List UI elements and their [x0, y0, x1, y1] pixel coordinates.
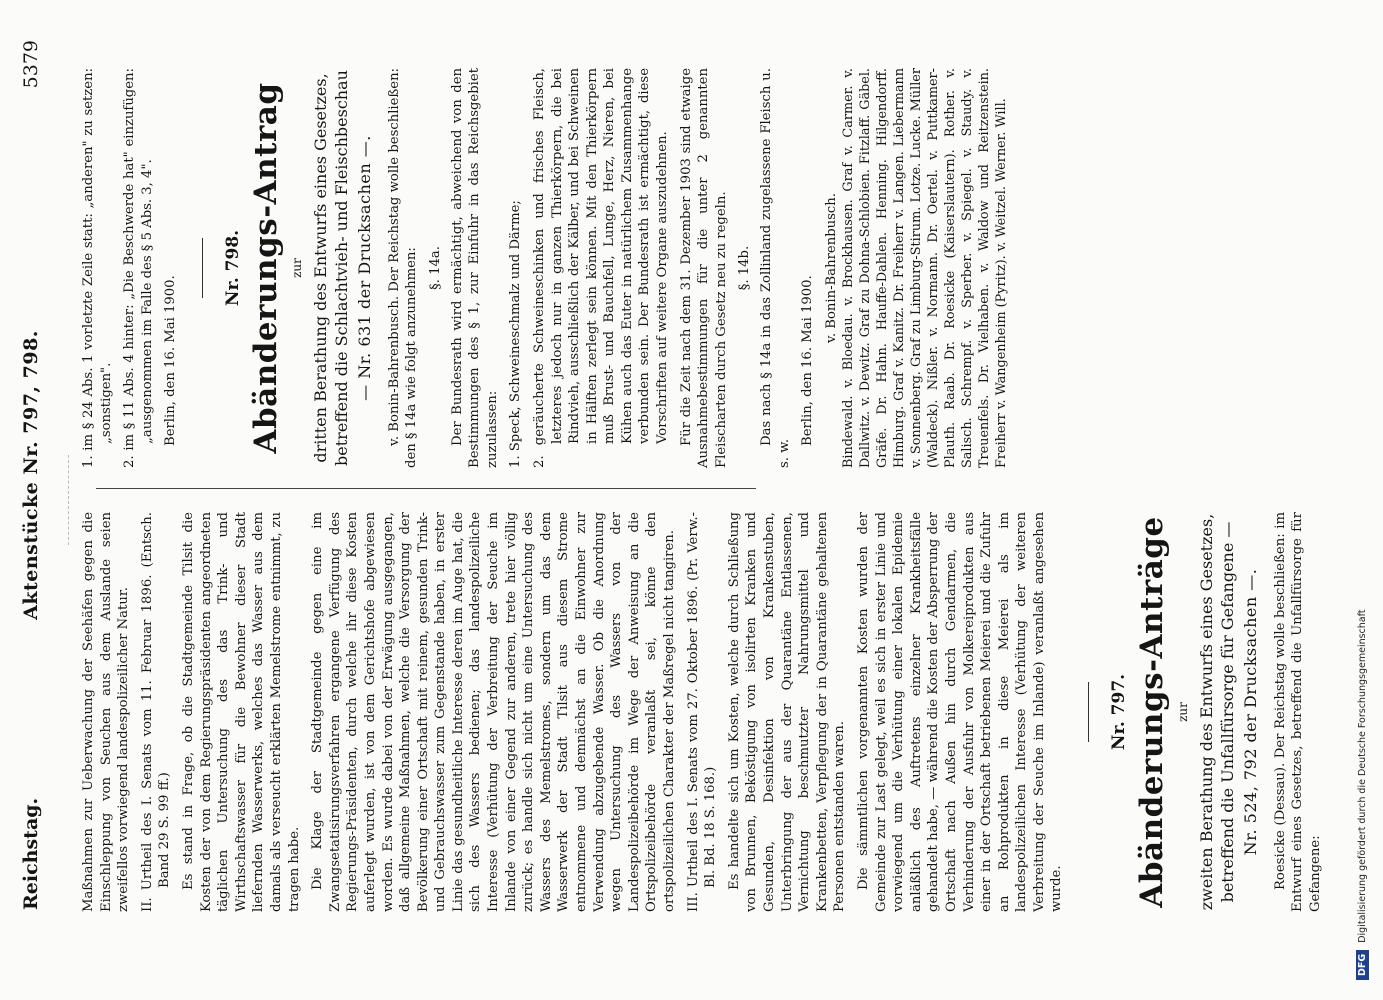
- amendment-item: 2. im § 11 Abs. 4 hinter: „Die Beschwerde hat" einzufügen: „ausgenommen im Falle des § 5 Abs. 3, 4".: [122, 68, 155, 468]
- date-line: Berlin, den 16. Mai 1900.: [800, 275, 816, 446]
- page-number: 5379: [20, 40, 42, 89]
- right-column: [80, 68, 1016, 468]
- header-center: Aktenstücke Nr. 797, 798.: [20, 330, 42, 620]
- motion-title: Abänderungs-Antrag: [247, 82, 284, 454]
- bill-title: zweiten Berathung des Entwurfs eines Gesetzes, betreffend die Unfallfürsorge für Gefangene —: [1197, 513, 1238, 911]
- paragraph: Das nach § 14a in das Zollinland zugelassene Fleisch u. s. w.: [759, 68, 792, 468]
- judgment-heading-2: II. Urtheil des I. Senats vom 11. Februar 1896. (Entsch. Band 29 S. 99 ff.): [139, 512, 173, 912]
- date-line: Berlin, den 16. Mai 1900.: [163, 275, 179, 446]
- section-heading: §. 14b.: [737, 245, 753, 291]
- header-left: Reichstag.: [20, 797, 42, 910]
- zur-label: zur: [289, 258, 304, 278]
- document-number: Nr. 798.: [222, 229, 243, 307]
- motion-text: v. Bonin-Bahrenbusch. Der Reichstag wolle beschließen: den § 14a wie folgt anzunehmen:: [386, 68, 420, 468]
- paragraph: Für die Zeit nach dem 31. Dezember 1903 sind etwaige Ausnahmebestimmungen für die unter 2 genannten Fleischarten durch Gesetz neu zu regeln.: [678, 68, 729, 468]
- drucksachen-ref: Nr. 524, 792 der Drucksachen —.: [1241, 568, 1261, 856]
- list-item: 2. geräucherte Schweineschinken und frisches Fleisch, letzteres jedoch nur in ganzen Thierkörpern, die bei Rindvieh, ausschließlich der Kälber, und bei Schweinen in Hälften zerlegt sein können. Mit den Thierkörpern muß Brust- und Bauchfell, Lunge, Herz, Nieren, bei Kühen auch das Euter in natürlichem Zusammenhange verbunden sein. Der Bundesrath ist ermächtigt, diese Vorschriften auf weitere Organe auszudehnen.: [531, 68, 671, 468]
- paragraph: Es stand in Frage, ob die Stadtgemeinde Tilsit die Kosten der von dem Regierungspräsidenten angeordneten täglichen Untersuchung des das Trink- und Wirthschaftswasser für die Bewohner dieser Stadt liefernden Wasserwerks, welches das Wasser aus dem damals als verseucht erklärten Memelstrome entnimmt, zu tragen habe.: [180, 512, 302, 912]
- bill-title: dritten Berathung des Entwurfs eines Gesetzes, betreffend die Schlachtvieh- und Fleischbeschau: [311, 70, 352, 466]
- drucksachen-ref: — Nr. 631 der Drucksachen —.: [355, 135, 375, 401]
- zur-label: zur: [1175, 702, 1190, 722]
- paragraph: Es handelte sich um Kosten, welche durch Schließung von Brunnen, Beköstigung von isolirten Kranken und Gesunden, Desinfektion von Krankenstuben, Unterbringung der aus der Quarantäne Entlassenen, Vernichtung beschmutzter Nahrungsmittel und Krankenbetten, Verpflegung der in Quarantäne gehaltenen Personen entstanden waren.: [726, 512, 848, 912]
- paragraph: Der Bundesrath wird ermächtigt, abweichend von den Bestimmungen des § 1, zur Einfuhr in das Reichsgebiet zuzulassen:: [449, 68, 500, 468]
- divider: [1088, 682, 1089, 742]
- dfg-logo: DFG: [1356, 950, 1369, 980]
- digitization-credit: [1356, 30, 1376, 980]
- paragraph: Die Klage der Stadtgemeinde gegen eine im Zwangsetatisirungsverfahren ergangene Verfügung des Regierungs-Präsidenten, durch welche ihr diese Kosten auferlegt wurden, ist von dem Gerichtshofe abgewiesen worden. Es wurde dabei von der Erwägung ausgegangen, daß allgemeine Maßnahmen, welche die Versorgung der Bevölkerung einer Ortschaft mit reinem, gesunden Trink- und Gebrauchswasser zum Gegenstande haben, in erster Linie das gesundheitliche Interesse deren im Auge hat, die sich des Wassers bedienen; das landespolizeiliche Interesse (Verhütung der Verbreitung der Seuche im Inlande von einer Gegend zur anderen, trete hier völlig zurück; es handle sich nicht um eine Untersuchung des Wassers des Memelstromes, sondern um das dem Wasserwerk der Stadt Tilsit aus diesem Strome entnommene und demnächst an die Einwohner zur Verwendung abzugebende Wasser. Ob die Anordnung wegen Untersuchung des Wassers von der Landespolizeibehörde im Wege der Anweisung an die Ortspolizeibehörde veranlaßt sei, könne den ortspolizeilichen Charakter der Maßregel nicht tangiren.: [310, 512, 677, 912]
- document-number: Nr. 797.: [1109, 673, 1130, 751]
- paragraph: Maßnahmen zur Ueberwachung der Seehäfen gegen die Einschleppung von Seuchen aus dem Auslande seien zweifellos vorwiegend landespolizeilicher Natur.: [81, 512, 132, 912]
- credit-text: Digitalisierung gefördert durch die Deutsche Forschungsgemeinschaft: [1357, 609, 1368, 943]
- scan-mark: [68, 455, 71, 545]
- signatories: Bindewald. v. Bloedau. v. Brockhausen. Graf v. Carmer. v. Dallwitz. v. Dewitz. Graf zu Dohna-Schlobien. Fitzlaff. Gäbel. Gräfe. Dr. Hahn. Hauffe-Dahlen. Henning. Hilgendorff. Himburg. Graf v. Kanitz. Dr. Freiherr v. Langen. Liebermann v. Sonnenberg. Graf zu Limburg-Stirum. Lotze. Lucke. Müller (Waldeck). Nißler. v. Normann. Dr. Oertel. v. Puttkamer-Plauth. Raab. Dr. Roesicke (Kaiserslautern). Rother. v. Salisch. Schrempf. v. Sperber. v. Spiegel. v. Staudy. v. Treuenfels. Dr. Vielhaben. v. Waldow und Reitzenstein. Freiherr v. Wangenheim (Pyritz). v. Weitzel. Werner. Will.: [841, 68, 1010, 468]
- amendment-item: 1. im § 24 Abs. 1 vorletzte Zeile statt: „anderen" zu setzen: „sonstigen".: [81, 68, 114, 468]
- list-item: 1. Speck, Schweineschmalz und Därme;: [508, 200, 524, 468]
- signature-head: v. Bonin-Bahrenbusch.: [823, 193, 839, 343]
- divider: [202, 238, 203, 298]
- column-rule: [96, 488, 756, 489]
- motion-text: Roesicke (Dessau). Der Reichstag wolle beschließen: im Entwurf eines Gesetzes, betreffend die Unfallfürsorge für Gefangene:: [1272, 512, 1324, 912]
- section-heading: §. 14a.: [427, 246, 443, 290]
- judgment-heading-3: III. Urtheil des I. Senats vom 27. Oktober 1896. (Pr. Verw.-Bl. Bd. 18 S. 168.): [685, 512, 719, 912]
- paragraph: Die sämmtlichen vorgenannten Kosten wurden der Gemeinde zur Last gelegt, weil es sich in erster Linie und vorwiegend um die Verhütung einer lokalen Epidemie anläßlich des Auftretens einzelner Krankheitsfälle gehandelt habe, — während die Kosten der Absperrung der Ortschaft nach Außen hin durch Gendarmen, die Verhinderung der Ausfuhr von Molkereiprodukten aus einer in der Ortschaft betriebenen Meierei und die Zufuhr an Rohprodukten in diese Meierei als im landespolizeilichen Interesse (Verhütung der weiteren Verbreitung der Seuche im Inlande) veranlaßt angesehen wurde.: [855, 512, 1065, 912]
- page-header: [16, 40, 50, 910]
- motion-title: Abänderungs-Anträge: [1133, 516, 1170, 908]
- left-column: [80, 512, 1331, 912]
